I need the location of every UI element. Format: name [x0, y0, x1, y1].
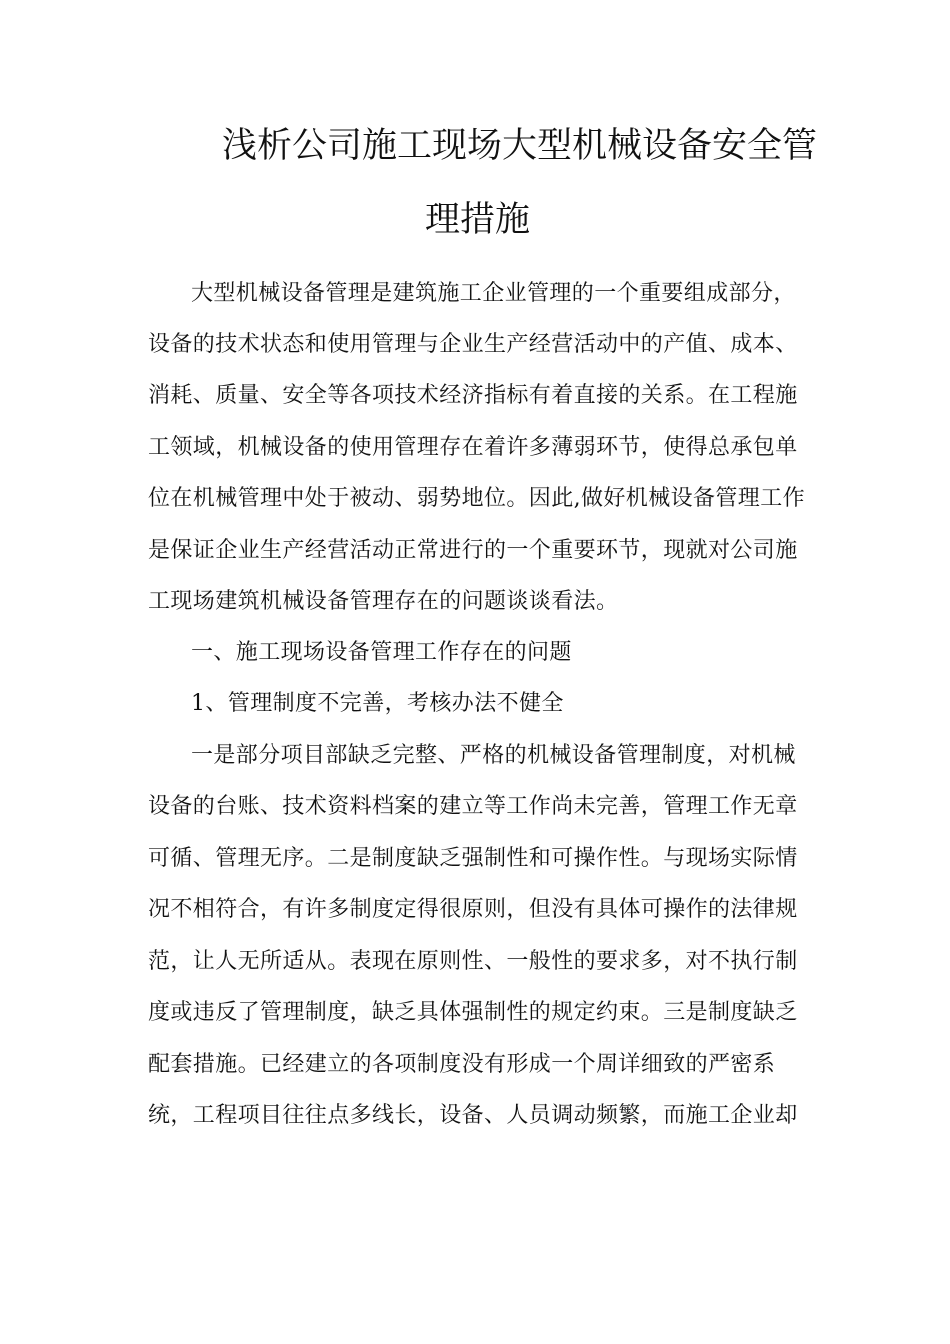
paragraph-line: 度或违反了管理制度，缺乏具体强制性的规定约束。三是制度缺乏	[148, 1000, 798, 1025]
paragraph-line: 设备的技术状态和使用管理与企业生产经营活动中的产值、成本、	[148, 332, 798, 357]
paragraph-line: 况不相符合，有许多制度定得很原则，但没有具体可操作的法律规	[148, 897, 798, 922]
paragraph-line: 可循、管理无序。二是制度缺乏强制性和可操作性。与现场实际情	[148, 846, 798, 871]
page-title-line-1: 浅析公司施工现场大型机械设备安全管	[222, 126, 818, 166]
paragraph-line: 大型机械设备管理是建筑施工企业管理的一个重要组成部分，	[191, 281, 796, 306]
paragraph-line: 消耗、质量、安全等各项技术经济指标有着直接的关系。在工程施	[148, 383, 798, 408]
section-heading: 一、施工现场设备管理工作存在的问题	[191, 640, 572, 665]
paragraph-line: 设备的台账、技术资料档案的建立等工作尚未完善，管理工作无章	[148, 794, 798, 819]
paragraph-line: 位在机械管理中处于被动、弱势地位。因此,做好机械设备管理工作	[148, 486, 805, 511]
paragraph-line: 一是部分项目部缺乏完整、严格的机械设备管理制度，对机械	[191, 743, 796, 768]
paragraph-line: 范，让人无所适从。表现在原则性、一般性的要求多，对不执行制	[148, 949, 798, 974]
page-title-line-2: 理措施	[425, 200, 531, 240]
paragraph-line: 统，工程项目往往点多线长，设备、人员调动频繁，而施工企业却	[148, 1103, 798, 1128]
paragraph-line: 是保证企业生产经营活动正常进行的一个重要环节，现就对公司施	[148, 538, 798, 563]
paragraph-line: 工领域，机械设备的使用管理存在着许多薄弱环节，使得总承包单	[148, 435, 798, 460]
subsection-heading: 1、管理制度不完善，考核办法不健全	[191, 691, 564, 716]
paragraph-line: 工现场建筑机械设备管理存在的问题谈谈看法。	[148, 589, 619, 614]
paragraph-line: 配套措施。已经建立的各项制度没有形成一个周详细致的严密系	[148, 1052, 776, 1077]
